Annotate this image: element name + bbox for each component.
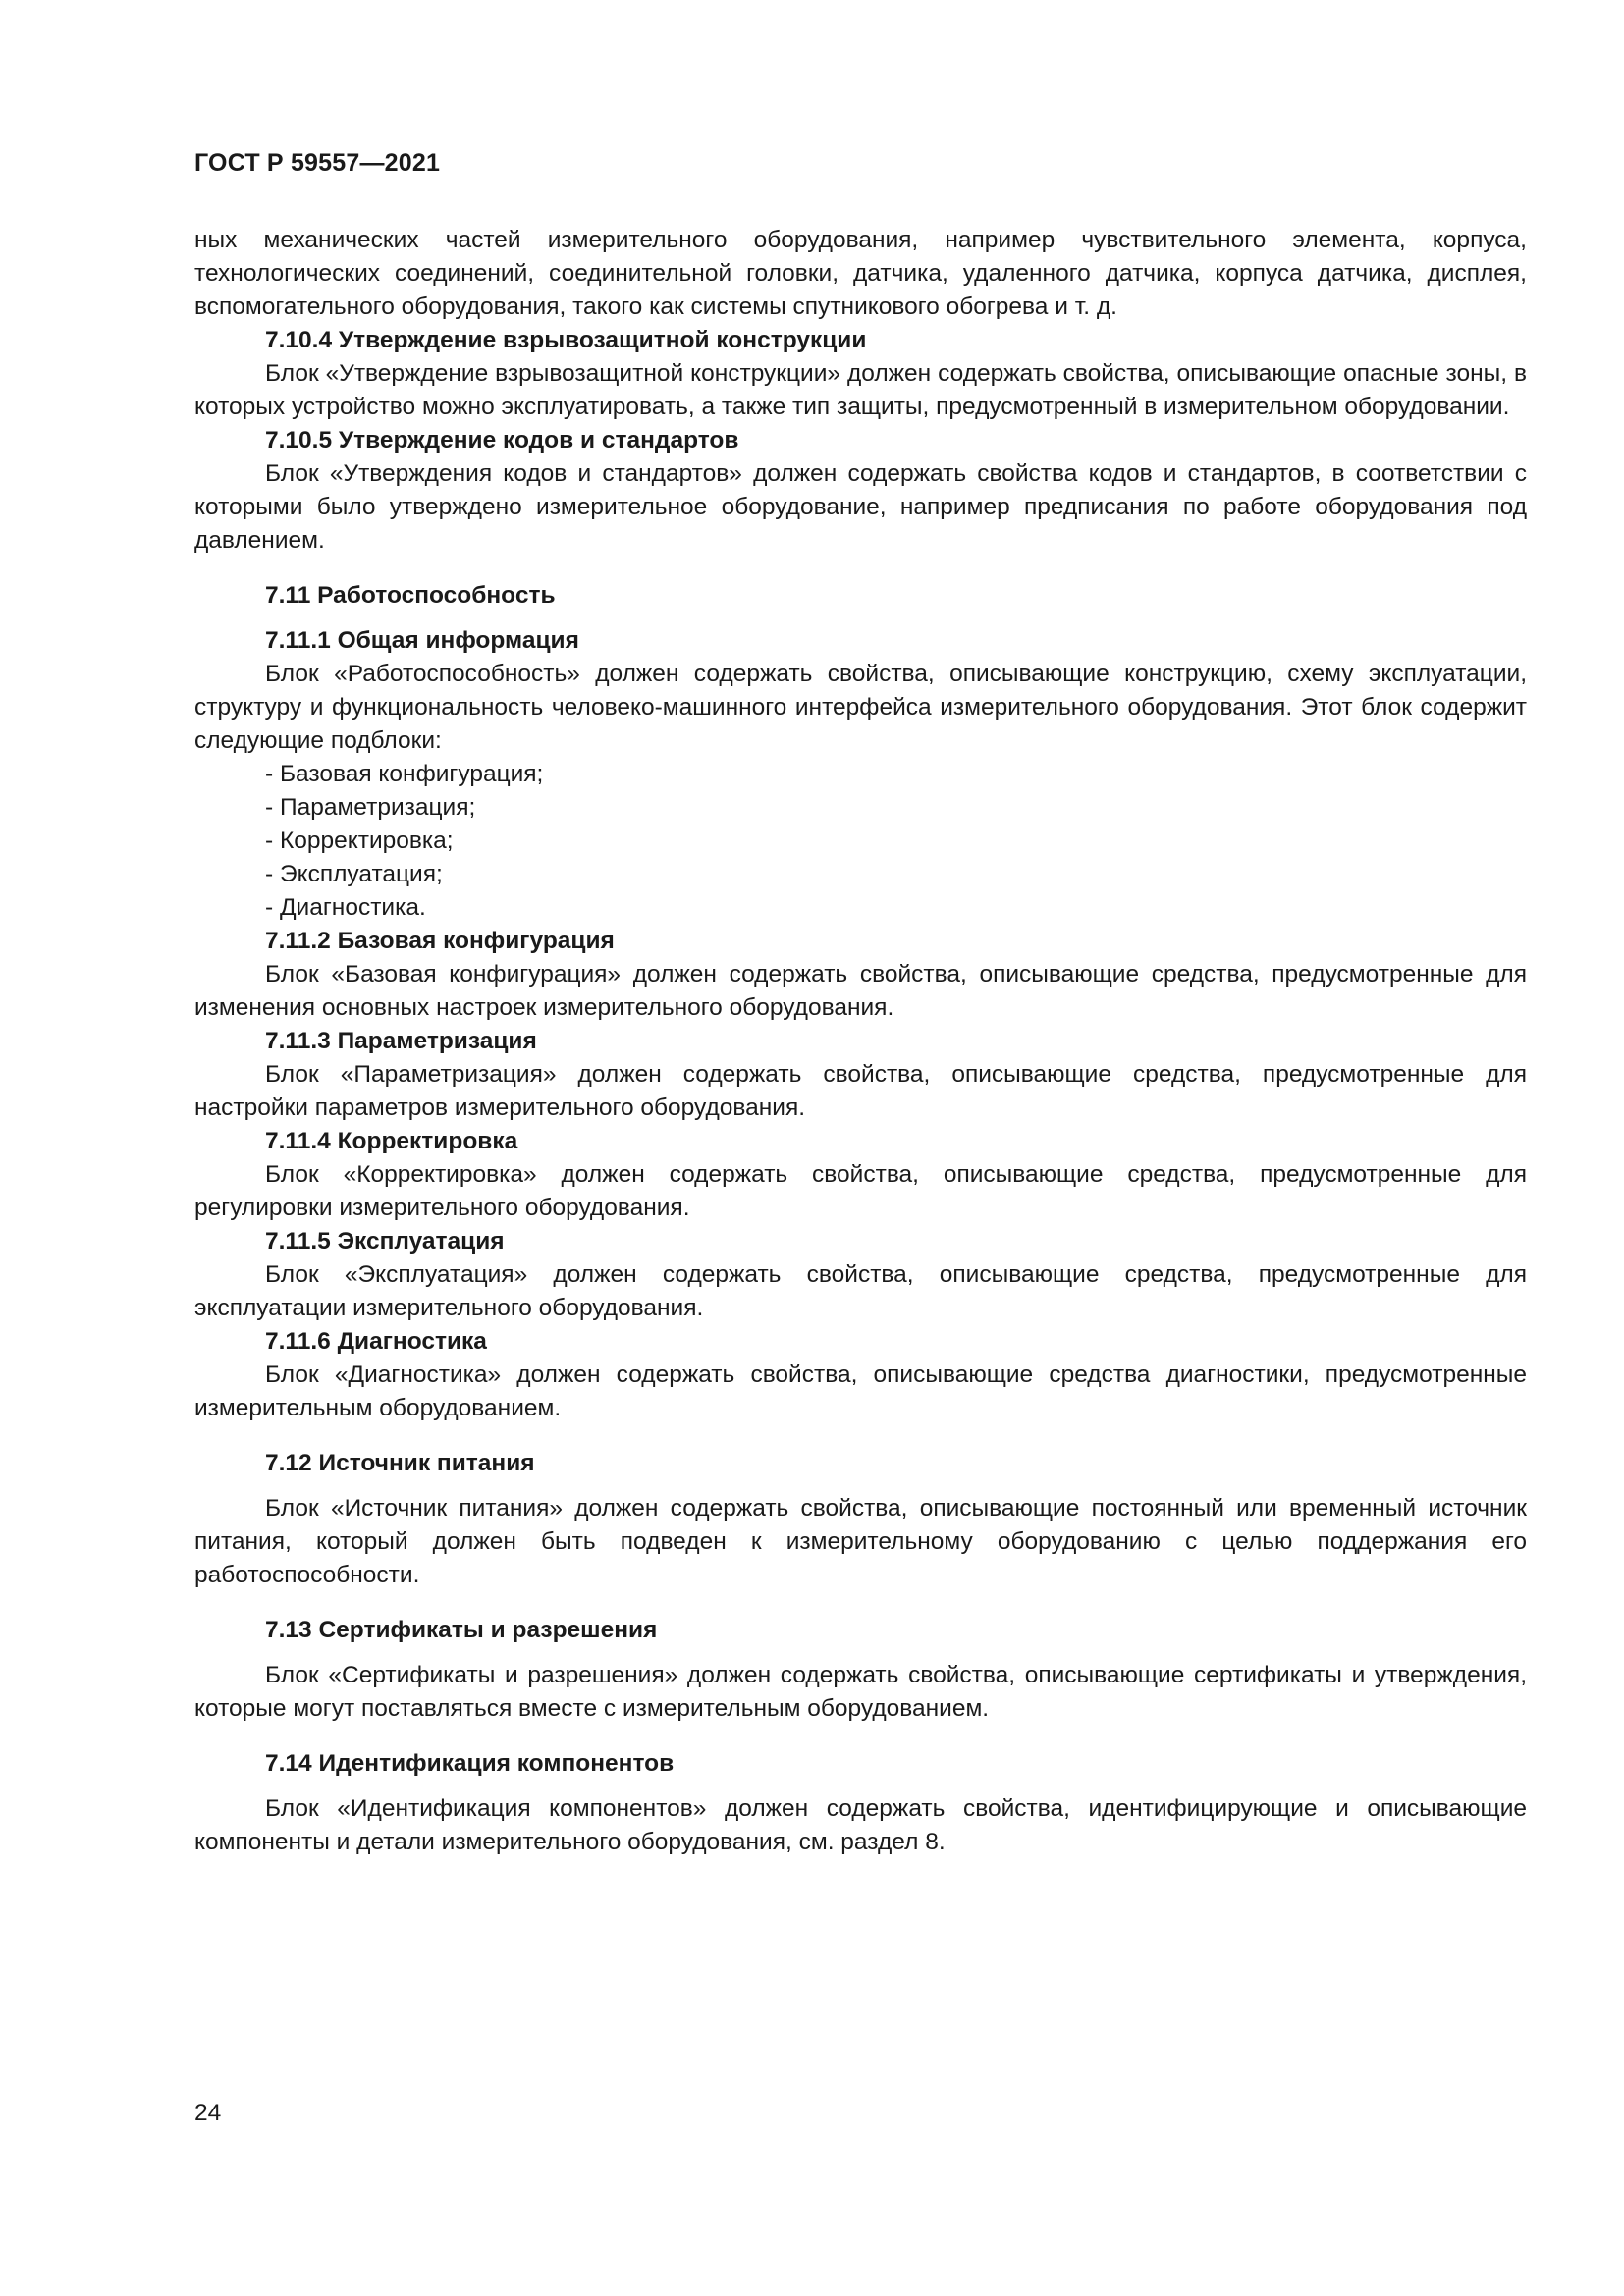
paragraph-7-13: Блок «Сертификаты и разрешения» должен содержать свойства, описывающие сертификаты и утверждения, которые могут поставляться вместе с измерительным оборудованием. — [194, 1662, 1527, 1722]
paragraph-7-11-5: Блок «Эксплуатация» должен содержать свойства, описывающие средства, предусмотренные для эксплуатации измерительного оборудования. — [194, 1261, 1527, 1321]
heading-7-10-4: 7.10.4 Утверждение взрывозащитной конструкции — [265, 327, 867, 353]
paragraph-7-11-1: Блок «Работоспособность» должен содержать свойства, описывающие конструкцию, схему эксплуатации, структуру и функциональность человеко-машинного интерфейса измерительного оборудования. Этот блок содержит следующие подблоки: — [194, 661, 1527, 754]
paragraph-continuation: ных механических частей измерительного оборудования, например чувствительного элемента, корпуса, технологических соединений, соединительной головки, датчика, удаленного датчика, корпуса датчика, дисплея, вспомогательного оборудования, такого как системы спутникового обогрева и т. д. — [194, 227, 1527, 320]
list-item: - Эксплуатация; — [265, 861, 443, 887]
list-item: - Базовая конфигурация; — [265, 761, 544, 787]
paragraph-7-10-5: Блок «Утверждения кодов и стандартов» должен содержать свойства кодов и стандартов, в соответствии с которыми было утверждено измерительное оборудование, например предписания по работе оборудования под давлением. — [194, 460, 1527, 554]
heading-7-13: 7.13 Сертификаты и разрешения — [265, 1617, 658, 1643]
list-item: - Корректировка; — [265, 828, 454, 854]
paragraph-7-11-3: Блок «Параметризация» должен содержать свойства, описывающие средства, предусмотренные для настройки параметров измерительного оборудования. — [194, 1061, 1527, 1121]
heading-7-14: 7.14 Идентификация компонентов — [265, 1750, 675, 1777]
page-number: 24 — [194, 2100, 222, 2126]
heading-7-10-5: 7.10.5 Утверждение кодов и стандартов — [265, 427, 739, 454]
heading-7-11-4: 7.11.4 Корректировка — [265, 1128, 518, 1154]
paragraph-7-11-2: Блок «Базовая конфигурация» должен содержать свойства, описывающие средства, предусмотренные для изменения основных настроек измерительного оборудования. — [194, 961, 1527, 1021]
document-code: ГОСТ Р 59557—2021 — [194, 149, 441, 177]
paragraph-7-12: Блок «Источник питания» должен содержать свойства, описывающие постоянный или временный источник питания, который должен быть подведен к измерительному оборудованию с целью поддержания его работоспособности. — [194, 1495, 1527, 1588]
heading-7-11-6: 7.11.6 Диагностика — [265, 1328, 487, 1355]
heading-7-11-5: 7.11.5 Эксплуатация — [265, 1228, 505, 1255]
page-body — [194, 224, 1527, 1859]
heading-7-12: 7.12 Источник питания — [265, 1450, 535, 1476]
list-item: - Параметризация; — [265, 794, 476, 821]
list-item: - Диагностика. — [265, 894, 426, 921]
paragraph-7-11-4: Блок «Корректировка» должен содержать свойства, описывающие средства, предусмотренные для регулировки измерительного оборудования. — [194, 1161, 1527, 1221]
heading-7-11-2: 7.11.2 Базовая конфигурация — [265, 928, 615, 954]
subblock-list — [194, 758, 1527, 925]
heading-7-11: 7.11 Работоспособность — [265, 582, 556, 609]
paragraph-7-14: Блок «Идентификация компонентов» должен содержать свойства, идентифицирующие и описывающие компоненты и детали измерительного оборудования, см. раздел 8. — [194, 1795, 1527, 1855]
heading-7-11-1: 7.11.1 Общая информация — [265, 627, 579, 654]
paragraph-7-10-4: Блок «Утверждение взрывозащитной конструкции» должен содержать свойства, описывающие опасные зоны, в которых устройство можно эксплуатировать, а также тип защиты, предусмотренный в измерительном оборудовании. — [194, 360, 1527, 420]
heading-7-11-3: 7.11.3 Параметризация — [265, 1028, 537, 1054]
paragraph-7-11-6: Блок «Диагностика» должен содержать свойства, описывающие средства диагностики, предусмотренные измерительным оборудованием. — [194, 1362, 1527, 1421]
